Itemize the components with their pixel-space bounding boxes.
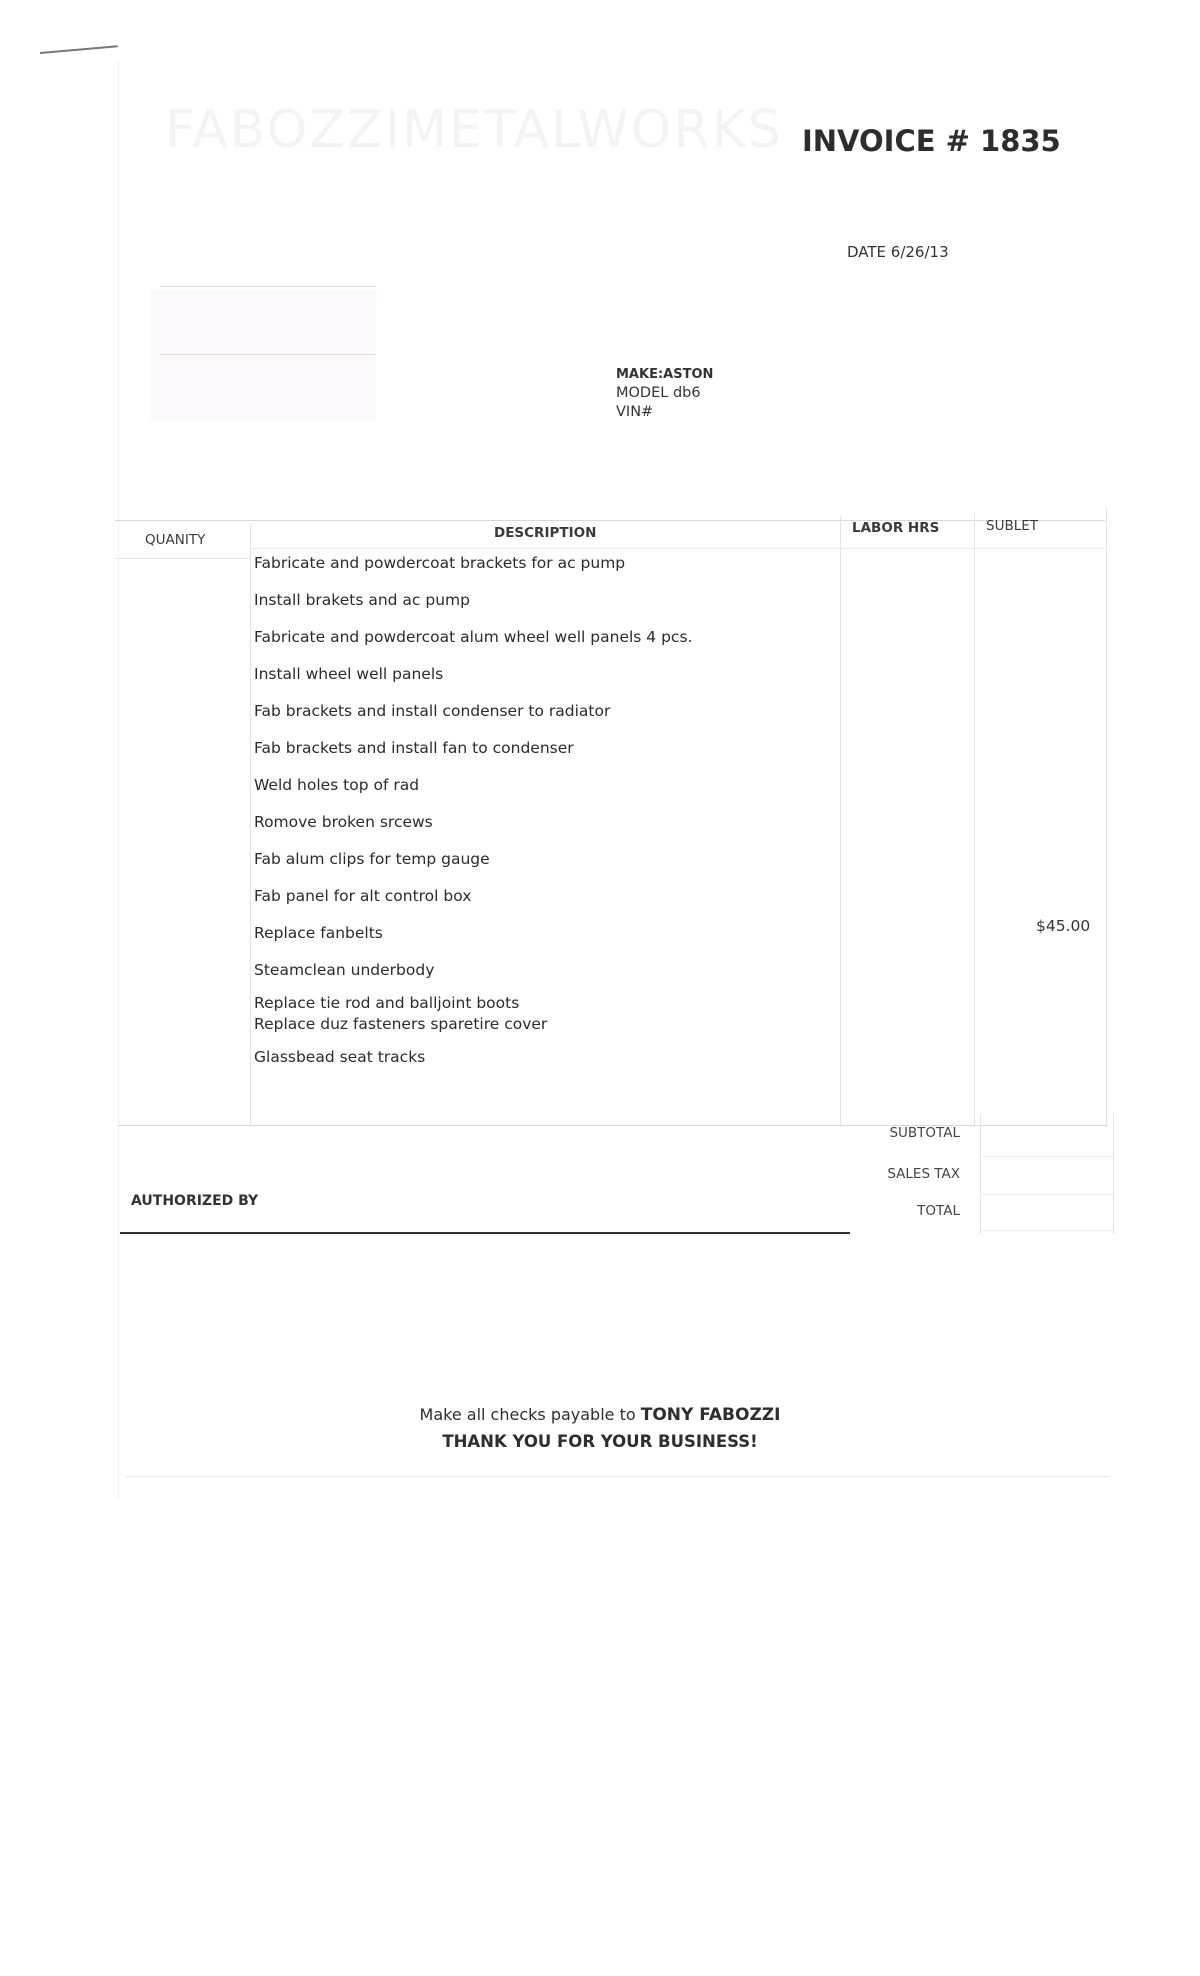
labor-column-divider [974,514,975,1125]
line-item: Fabricate and powdercoat brackets for ac pump [254,554,626,572]
subtotal-rule [980,1156,1113,1157]
subtotal-label: SUBTOTAL [889,1125,960,1141]
payee-name: TONY FABOZZI [640,1405,781,1425]
quantity-column-divider [250,525,251,1125]
authorized-by-label: AUTHORIZED BY [131,1193,259,1209]
totals-left-edge [980,1114,981,1234]
line-item: Fabricate and powdercoat alum wheel well panels 4 pcs. [254,628,693,646]
vehicle-vin: VIN# [616,404,654,420]
table-right-edge [1106,508,1107,1125]
thank-you-message: THANK YOU FOR YOUR BUSINESS! [442,1432,758,1451]
description-header: DESCRIPTION [494,525,597,541]
signature-line [120,1232,850,1234]
tax-rule [980,1194,1113,1195]
sublet-header: SUBLET [986,518,1039,534]
line-item: Install brakets and ac pump [254,591,470,609]
scan-mark [40,45,118,54]
line-item: Install wheel well panels [254,665,444,683]
company-watermark: FABOZZIMETALWORKS [165,100,783,160]
sales-tax-label: SALES TAX [887,1166,960,1182]
line-item: Fab brackets and install condenser to radiator [254,702,611,720]
line-item: Glassbead seat tracks [254,1048,426,1066]
table-top-rule [115,520,1105,521]
totals-right-edge [1113,1114,1114,1234]
line-item: Fab panel for alt control box [254,887,472,905]
quantity-header-rule [115,558,250,559]
line-items [254,554,692,1085]
vehicle-model: MODEL db6 [616,385,701,401]
line-item: Replace duz fasteners sparetire cover [254,1015,548,1033]
payment-instruction-text: Make all checks payable to [419,1405,636,1424]
sublet-amount: $45.00 [1036,917,1091,935]
footer-rule [125,1476,1110,1477]
line-item: Replace fanbelts [254,924,383,942]
vehicle-make: MAKE:ASTON [616,367,714,382]
line-item: Replace tie rod and balljoint boots [254,994,520,1012]
total-label: TOTAL [917,1203,960,1219]
total-rule [980,1230,1113,1231]
line-item: Steamclean underbody [254,961,435,979]
line-item: Romove broken srcews [254,813,433,831]
redacted-customer-block [150,290,376,420]
vehicle-info [616,365,713,422]
redaction-line [160,286,376,287]
description-column-divider [840,516,841,1125]
quantity-header: QUANITY [145,532,206,548]
redaction-line [160,354,376,355]
line-item: Fab brackets and install fan to condenser [254,739,574,757]
table-left-edge [118,525,119,1125]
line-item: Fab alum clips for temp gauge [254,850,490,868]
line-item: Weld holes top of rad [254,776,420,794]
payment-instruction [0,1405,1200,1425]
invoice-date: DATE 6/26/13 [847,243,949,261]
invoice-title: INVOICE # 1835 [802,124,1061,158]
header-bottom-rule [250,548,1105,549]
labor-hrs-header: LABOR HRS [852,520,940,536]
